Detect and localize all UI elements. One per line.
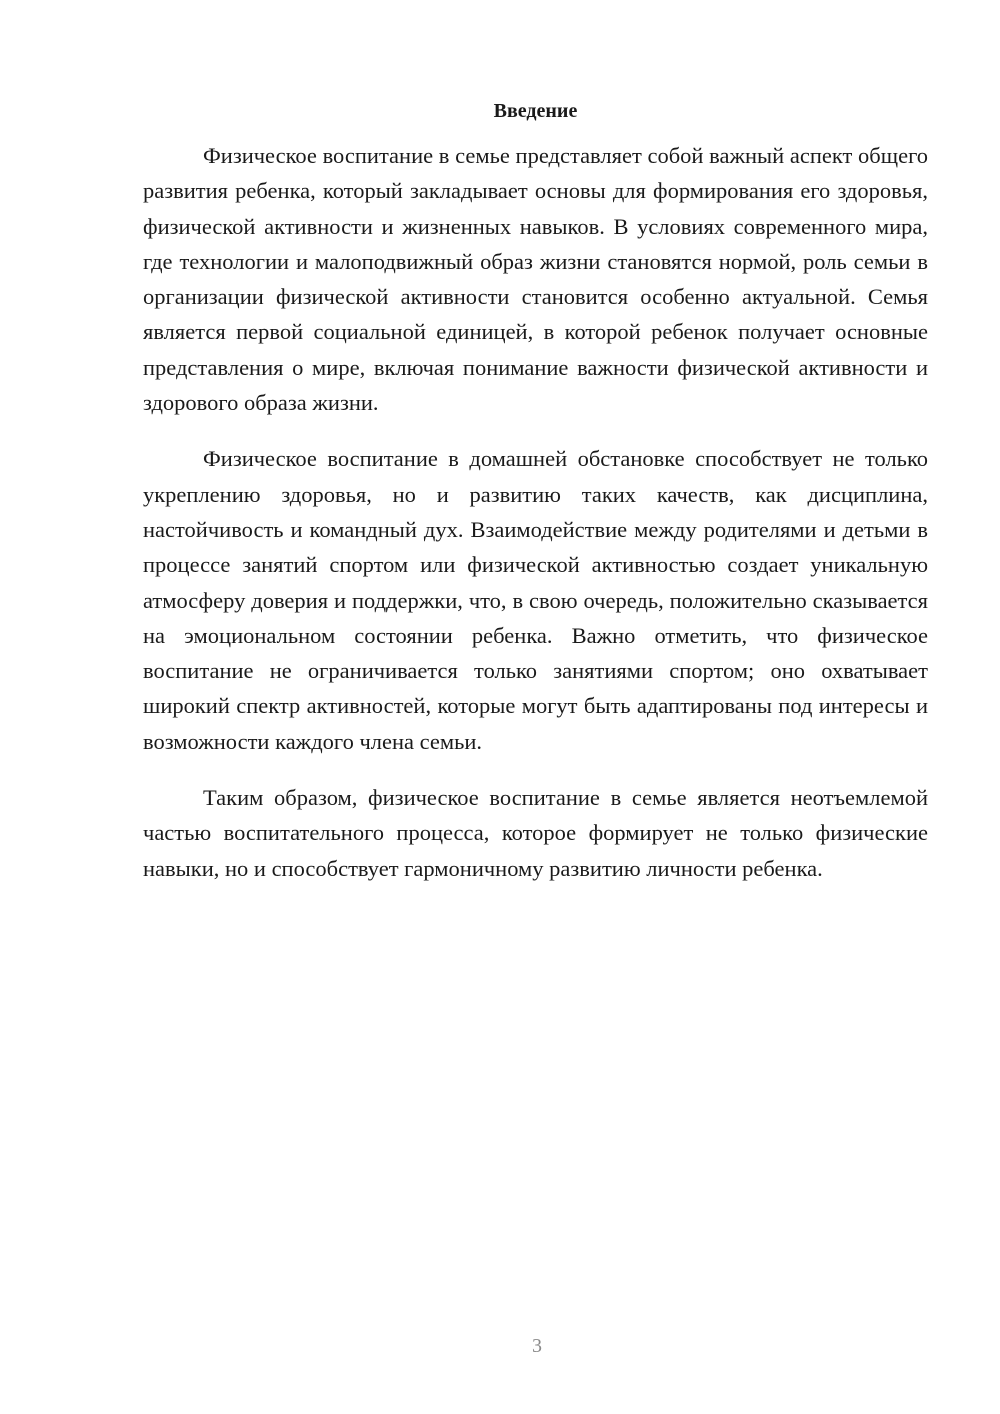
paragraph-3: Таким образом, физическое воспитание в семье является неотъемлемой частью воспитательного процесса, которое формирует не только физические навыки, но и способствует гармоничному развитию личности ребенка. — [143, 785, 928, 881]
page-number: 3 — [532, 1335, 542, 1357]
section-title: Введение — [493, 100, 578, 122]
page-content — [143, 96, 928, 907]
paragraph-2: Физическое воспитание в домашней обстановке способствует не только укреплению здоровья, но и развитию таких качеств, как дисциплина, настойчивость и командный дух. Взаимодействие между родителями и детьми в процессе занятий спортом или физической активностью создает уникальную атмосферу доверия и поддержки, что, в свою очередь, положительно сказывается на эмоциональном состоянии ребенка. Важно отметить, что физическое воспитание не ограничивается только занятиями спортом; оно охватывает широкий спектр активностей, которые могут быть адаптированы под интересы и возможности каждого члена семьи. — [143, 446, 928, 754]
paragraph-1: Физическое воспитание в семье представляет собой важный аспект общего развития ребенка, который закладывает основы для формирования его здоровья, физической активности и жизненных навыков. В условиях современного мира, где технологии и малоподвижный образ жизни становятся нормой, роль семьи в организации физической активности становится особенно актуальной. Семья является первой социальной единицей, в которой ребенок получает основные представления о мире, включая понимание важности физической активности и здорового образа жизни. — [143, 143, 928, 416]
